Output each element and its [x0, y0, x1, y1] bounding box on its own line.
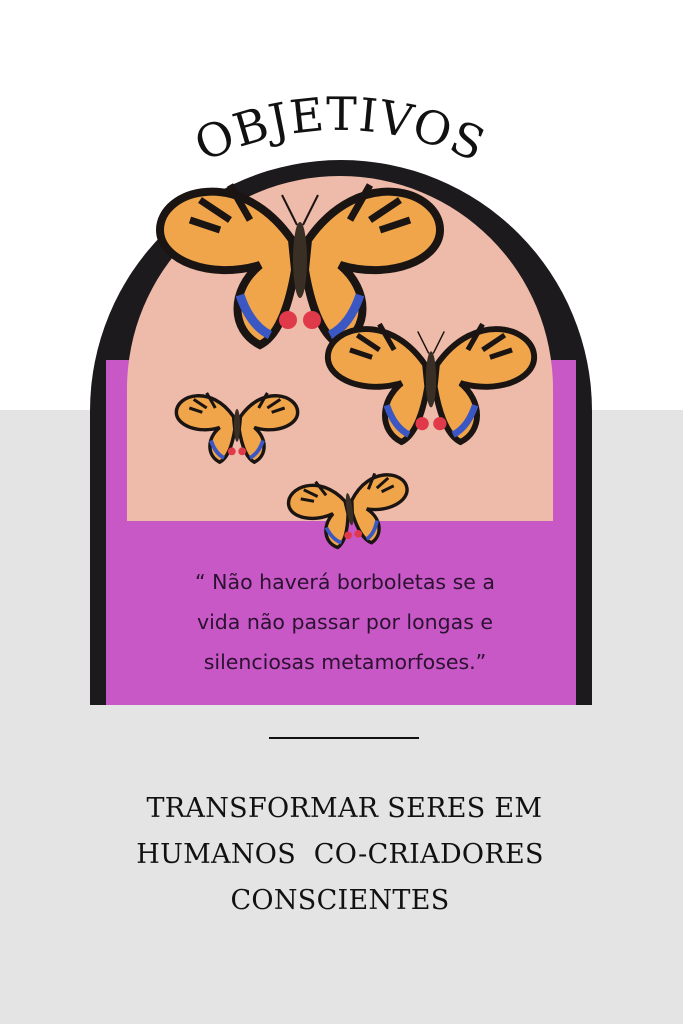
butterfly-icon [172, 372, 302, 470]
quote-line: vida não passar por longas e [196, 610, 494, 634]
page-title-text: OBJETIVOS [186, 86, 494, 173]
quote-line: “ Não haverá borboletas se a [195, 570, 495, 594]
butterfly-icon [285, 455, 413, 555]
butterfly-icon [315, 302, 547, 442]
objective-text [90, 786, 590, 924]
quote-text [150, 562, 540, 682]
quote-line: silenciosas metamorfoses.” [203, 650, 487, 674]
divider [269, 737, 419, 739]
objective-line: TRANSFORMAR SERES EM [137, 793, 543, 824]
objective-line: CONSCIENTES [230, 885, 450, 916]
objective-line: HUMANOS CO-CRIADORES [136, 839, 544, 870]
